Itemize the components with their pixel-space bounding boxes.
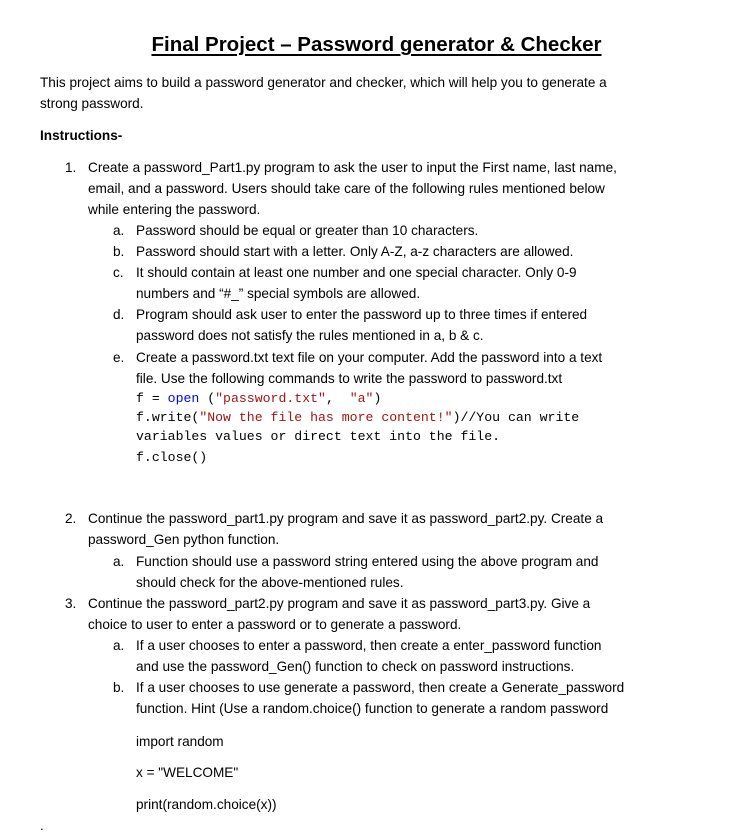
- item-1-line-1: Create a password_Part1.py program to ask the user to input the First name, last name,: [88, 160, 617, 175]
- item-3b-label: b.: [113, 680, 125, 695]
- item-3-number: 3.: [65, 596, 77, 611]
- example-line-1: import random: [136, 734, 224, 749]
- code-line-4: f.close(): [136, 450, 208, 465]
- item-1-number: 1.: [65, 160, 77, 175]
- item-1c-line-1: It should contain at least one number and one special character. Only 0-9: [136, 265, 577, 280]
- item-1-line-2: email, and a password. Users should take care of the following rules mentioned below: [88, 181, 605, 196]
- item-1b-line-1: Password should start with a letter. Only A-Z, a-z characters are allowed.: [136, 244, 574, 259]
- intro-line-1: This project aims to build a password generator and checker, which will help you to generate a: [40, 75, 607, 90]
- item-3b-line-1: If a user chooses to use generate a password, then create a Generate_password: [136, 680, 625, 695]
- item-1-line-3: while entering the password.: [88, 202, 261, 217]
- item-1e-line-1: Create a password.txt text file on your computer. Add the password into a text: [136, 350, 603, 365]
- item-1a-label: a.: [113, 223, 125, 238]
- item-3-line-1: Continue the password_part2.py program and save it as password_part3.py. Give a: [88, 596, 591, 611]
- item-2-line-2: password_Gen python function.: [88, 532, 280, 547]
- item-3-line-2: choice to user to enter a password or to generate a password.: [88, 617, 462, 632]
- trailing-mark: .: [40, 818, 44, 833]
- open-keyword: open: [167, 391, 200, 406]
- item-1d-label: d.: [113, 307, 125, 322]
- item-1b-label: b.: [113, 244, 125, 259]
- code-line-3: variables values or direct text into the file.: [136, 429, 501, 444]
- item-2-number: 2.: [65, 511, 77, 526]
- item-2a-line-2: should check for the above-mentioned rules.: [136, 575, 404, 590]
- page-title: Final Project – Password generator & Checker: [151, 33, 602, 56]
- item-3a-line-1: If a user chooses to enter a password, then create a enter_password function: [136, 638, 602, 653]
- item-2a-line-1: Function should use a password string entered using the above program and: [136, 554, 599, 569]
- code-line-1: f = open ("password.txt", "a"): [136, 391, 382, 406]
- item-3a-line-2: and use the password_Gen() function to check on password instructions.: [136, 659, 575, 674]
- example-line-3: print(random.choice(x)): [136, 797, 277, 812]
- instructions-heading: Instructions-: [40, 128, 123, 143]
- item-1c-line-2: numbers and “#_” special symbols are allowed.: [136, 286, 421, 301]
- code-string: "a": [349, 391, 374, 406]
- item-1d-line-1: Program should ask user to enter the password up to three times if entered: [136, 307, 588, 322]
- item-3a-label: a.: [113, 638, 125, 653]
- intro-line-2: strong password.: [40, 96, 144, 111]
- item-1e-line-2: file. Use the following commands to write the password to password.txt: [136, 371, 563, 386]
- item-1a-line-1: Password should be equal or greater than 10 characters.: [136, 223, 479, 238]
- item-2-line-1: Continue the password_part1.py program and save it as password_part2.py. Create a: [88, 511, 604, 526]
- item-3b-line-2: function. Hint (Use a random.choice() function to generate a random password: [136, 701, 609, 716]
- item-2a-label: a.: [113, 554, 125, 569]
- example-line-2: x = "WELCOME": [136, 765, 239, 780]
- item-1e-label: e.: [113, 350, 125, 365]
- code-line-2: f.write("Now the file has more content!")//You can write: [136, 410, 580, 425]
- item-1c-label: c.: [113, 265, 124, 280]
- item-1d-line-2: password does not satisfy the rules mentioned in a, b & c.: [136, 328, 484, 343]
- code-string: "password.txt": [215, 391, 326, 406]
- code-string: "Now the file has more content!": [199, 410, 453, 425]
